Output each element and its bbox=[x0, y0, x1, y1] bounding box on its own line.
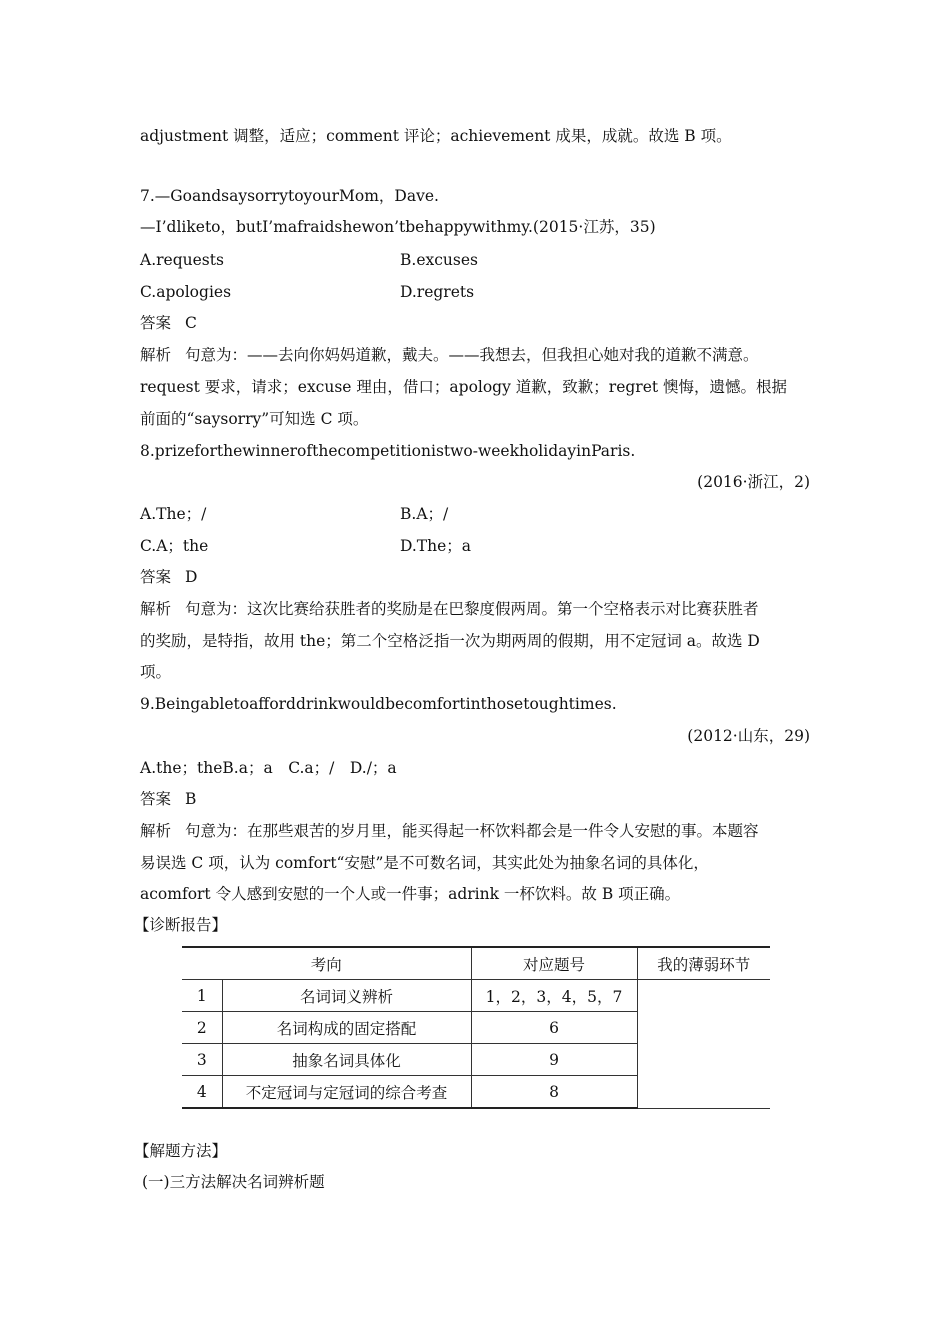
q9-source: (2012·山东，29) bbox=[687, 727, 810, 745]
q7-options-row1 bbox=[140, 249, 810, 271]
answer-label: 答案 bbox=[140, 790, 172, 808]
row-number: 1 bbox=[182, 980, 222, 1012]
row-number: 2 bbox=[182, 1012, 222, 1044]
q9-analysis-line3: acomfort 令人感到安慰的一个人或一件事；adrink 一杯饮料。故 B 项正确。 bbox=[140, 885, 681, 903]
q7-option-a: A.requests bbox=[140, 251, 224, 269]
row-questions: 6 bbox=[471, 1012, 637, 1044]
header-weakness: 我的薄弱环节 bbox=[637, 947, 770, 980]
q8-analysis-text: 句意为：这次比赛给获胜者的奖励是在巴黎度假两周。第一个空格表示对比赛获胜者 bbox=[185, 600, 759, 618]
q9-analysis-text: 句意为：在那些艰苦的岁月里，能买得起一杯饮料都会是一件令人安慰的事。本题容 bbox=[185, 822, 759, 840]
q7-analysis-line2: request 要求，请求；excuse 理由，借口；apology 道歉，致歉；regret 懊悔，遗憾。根据 bbox=[140, 378, 788, 396]
table-row bbox=[182, 980, 770, 1012]
q8-analysis-line2: 的奖励，是特指，故用 the；第二个空格泛指一次为期两周的假期，用不定冠词 a。故选 D bbox=[140, 632, 760, 650]
methods-subheading: (一)三方法解决名词辨析题 bbox=[142, 1173, 325, 1191]
continuation-text: adjustment 调整，适应；comment 评论；achievement 成果，成就。故选 B 项。 bbox=[140, 127, 732, 145]
q9-analysis-line2: 易误选 C 项，认为 comfort“安慰”是不可数名词，其实此处为抽象名词的具体化， bbox=[140, 854, 709, 872]
q7-prompt-line2: —I’dliketo，butI’mafraidshewon’tbehappywithmy.(2015·江苏，35) bbox=[140, 218, 656, 236]
row-topic: 名词构成的固定搭配 bbox=[222, 1012, 471, 1044]
q9-prompt: 9.Beingabletoafforddrinkwouldbecomfortinthosetoughtimes. bbox=[140, 695, 617, 713]
header-questions: 对应题号 bbox=[471, 947, 637, 980]
q9-answer-value: B bbox=[185, 790, 197, 808]
methods-heading: 【解题方法】 bbox=[134, 1142, 228, 1160]
row-questions: 8 bbox=[471, 1076, 637, 1109]
weakness-cell bbox=[637, 980, 770, 1109]
diagnosis-table bbox=[182, 946, 770, 1109]
analysis-label: 解析 bbox=[140, 822, 172, 840]
q8-source: (2016·浙江，2) bbox=[697, 473, 810, 491]
row-number: 3 bbox=[182, 1044, 222, 1076]
diagnosis-heading: 【诊断报告】 bbox=[134, 916, 228, 934]
q8-answer bbox=[140, 566, 810, 588]
q7-options-row2 bbox=[140, 281, 810, 303]
row-topic: 不定冠词与定冠词的综合考查 bbox=[222, 1076, 471, 1109]
q8-option-b: B.A；/ bbox=[400, 505, 449, 523]
q7-option-c: C.apologies bbox=[140, 283, 232, 301]
q8-option-c: C.A；the bbox=[140, 537, 209, 555]
q8-prompt: 8.prizeforthewinnerofthecompetitionistwo-weekholidayinParis. bbox=[140, 442, 636, 460]
q8-options-row1 bbox=[140, 503, 810, 525]
q7-option-d: D.regrets bbox=[400, 283, 475, 301]
q8-answer-value: D bbox=[185, 568, 198, 586]
q7-answer-value: C bbox=[185, 314, 197, 332]
q7-analysis-text: 句意为：——去向你妈妈道歉，戴夫。——我想去，但我担心她对我的道歉不满意。 bbox=[185, 346, 759, 364]
q7-analysis-line3: 前面的“saysorry”可知选 C 项。 bbox=[140, 410, 369, 428]
header-topic: 考向 bbox=[182, 947, 471, 980]
analysis-label: 解析 bbox=[140, 600, 172, 618]
q7-answer bbox=[140, 312, 810, 334]
row-topic: 名词词义辨析 bbox=[222, 980, 471, 1012]
q7-prompt-line1: 7.—GoandsaysorrytoyourMom，Dave. bbox=[140, 187, 439, 205]
q8-options-row2 bbox=[140, 535, 810, 557]
row-questions: 1，2，3，4，5，7 bbox=[471, 980, 637, 1012]
q9-answer bbox=[140, 788, 810, 810]
q8-analysis-line1 bbox=[140, 598, 810, 620]
table-header-row bbox=[182, 947, 770, 980]
q7-analysis-line1 bbox=[140, 344, 810, 366]
row-questions: 9 bbox=[471, 1044, 637, 1076]
row-number: 4 bbox=[182, 1076, 222, 1109]
q8-option-a: A.The；/ bbox=[140, 505, 207, 523]
q9-options: A.the；theB.a；a C.a；/ D./；a bbox=[140, 759, 397, 777]
analysis-label: 解析 bbox=[140, 346, 172, 364]
answer-label: 答案 bbox=[140, 568, 172, 586]
q8-option-d: D.The；a bbox=[400, 537, 472, 555]
row-topic: 抽象名词具体化 bbox=[222, 1044, 471, 1076]
q8-analysis-line3: 项。 bbox=[140, 663, 172, 681]
q7-option-b: B.excuses bbox=[400, 251, 478, 269]
q9-analysis-line1 bbox=[140, 820, 810, 842]
answer-label: 答案 bbox=[140, 314, 172, 332]
